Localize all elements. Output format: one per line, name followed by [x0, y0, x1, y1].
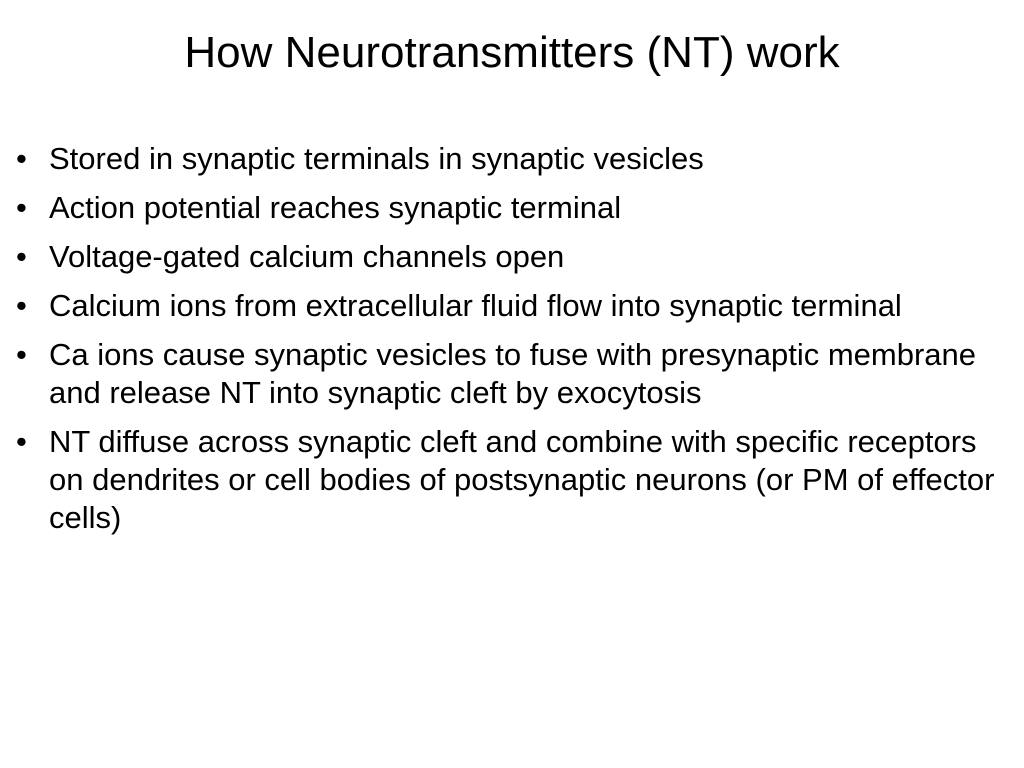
bullet-item: [16, 287, 1016, 325]
bullet-point-icon: •: [16, 424, 27, 459]
bullet-point-icon: •: [16, 288, 27, 323]
bullet-text: Action potential reaches synaptic terminal: [49, 190, 622, 225]
bullet-point-icon: •: [16, 239, 27, 274]
bullet-text: Voltage-gated calcium channels open: [49, 239, 565, 274]
bullet-point-icon: •: [16, 141, 27, 176]
bullet-text: Ca ions cause synaptic vesicles to fuse with presynaptic membrane and release NT into synaptic cleft by exocytosis: [49, 337, 976, 410]
bullet-point-icon: •: [16, 337, 27, 372]
bullet-item: [16, 423, 1016, 537]
slide-title: How Neurotransmitters (NT) work: [184, 28, 840, 77]
bullet-item: [16, 238, 1016, 276]
bullet-list: [16, 140, 1016, 548]
bullet-text: NT diffuse across synaptic cleft and combine with specific receptors on dendrites or cell bodies of postsynaptic neurons (or PM of effector cells): [49, 424, 995, 535]
bullet-point-icon: •: [16, 190, 27, 225]
bullet-item: [16, 140, 1016, 178]
bullet-item: [16, 189, 1016, 227]
bullet-item: [16, 336, 1016, 412]
bullet-text: Stored in synaptic terminals in synaptic vesicles: [49, 141, 704, 176]
bullet-text: Calcium ions from extracellular fluid flow into synaptic terminal: [49, 288, 902, 323]
